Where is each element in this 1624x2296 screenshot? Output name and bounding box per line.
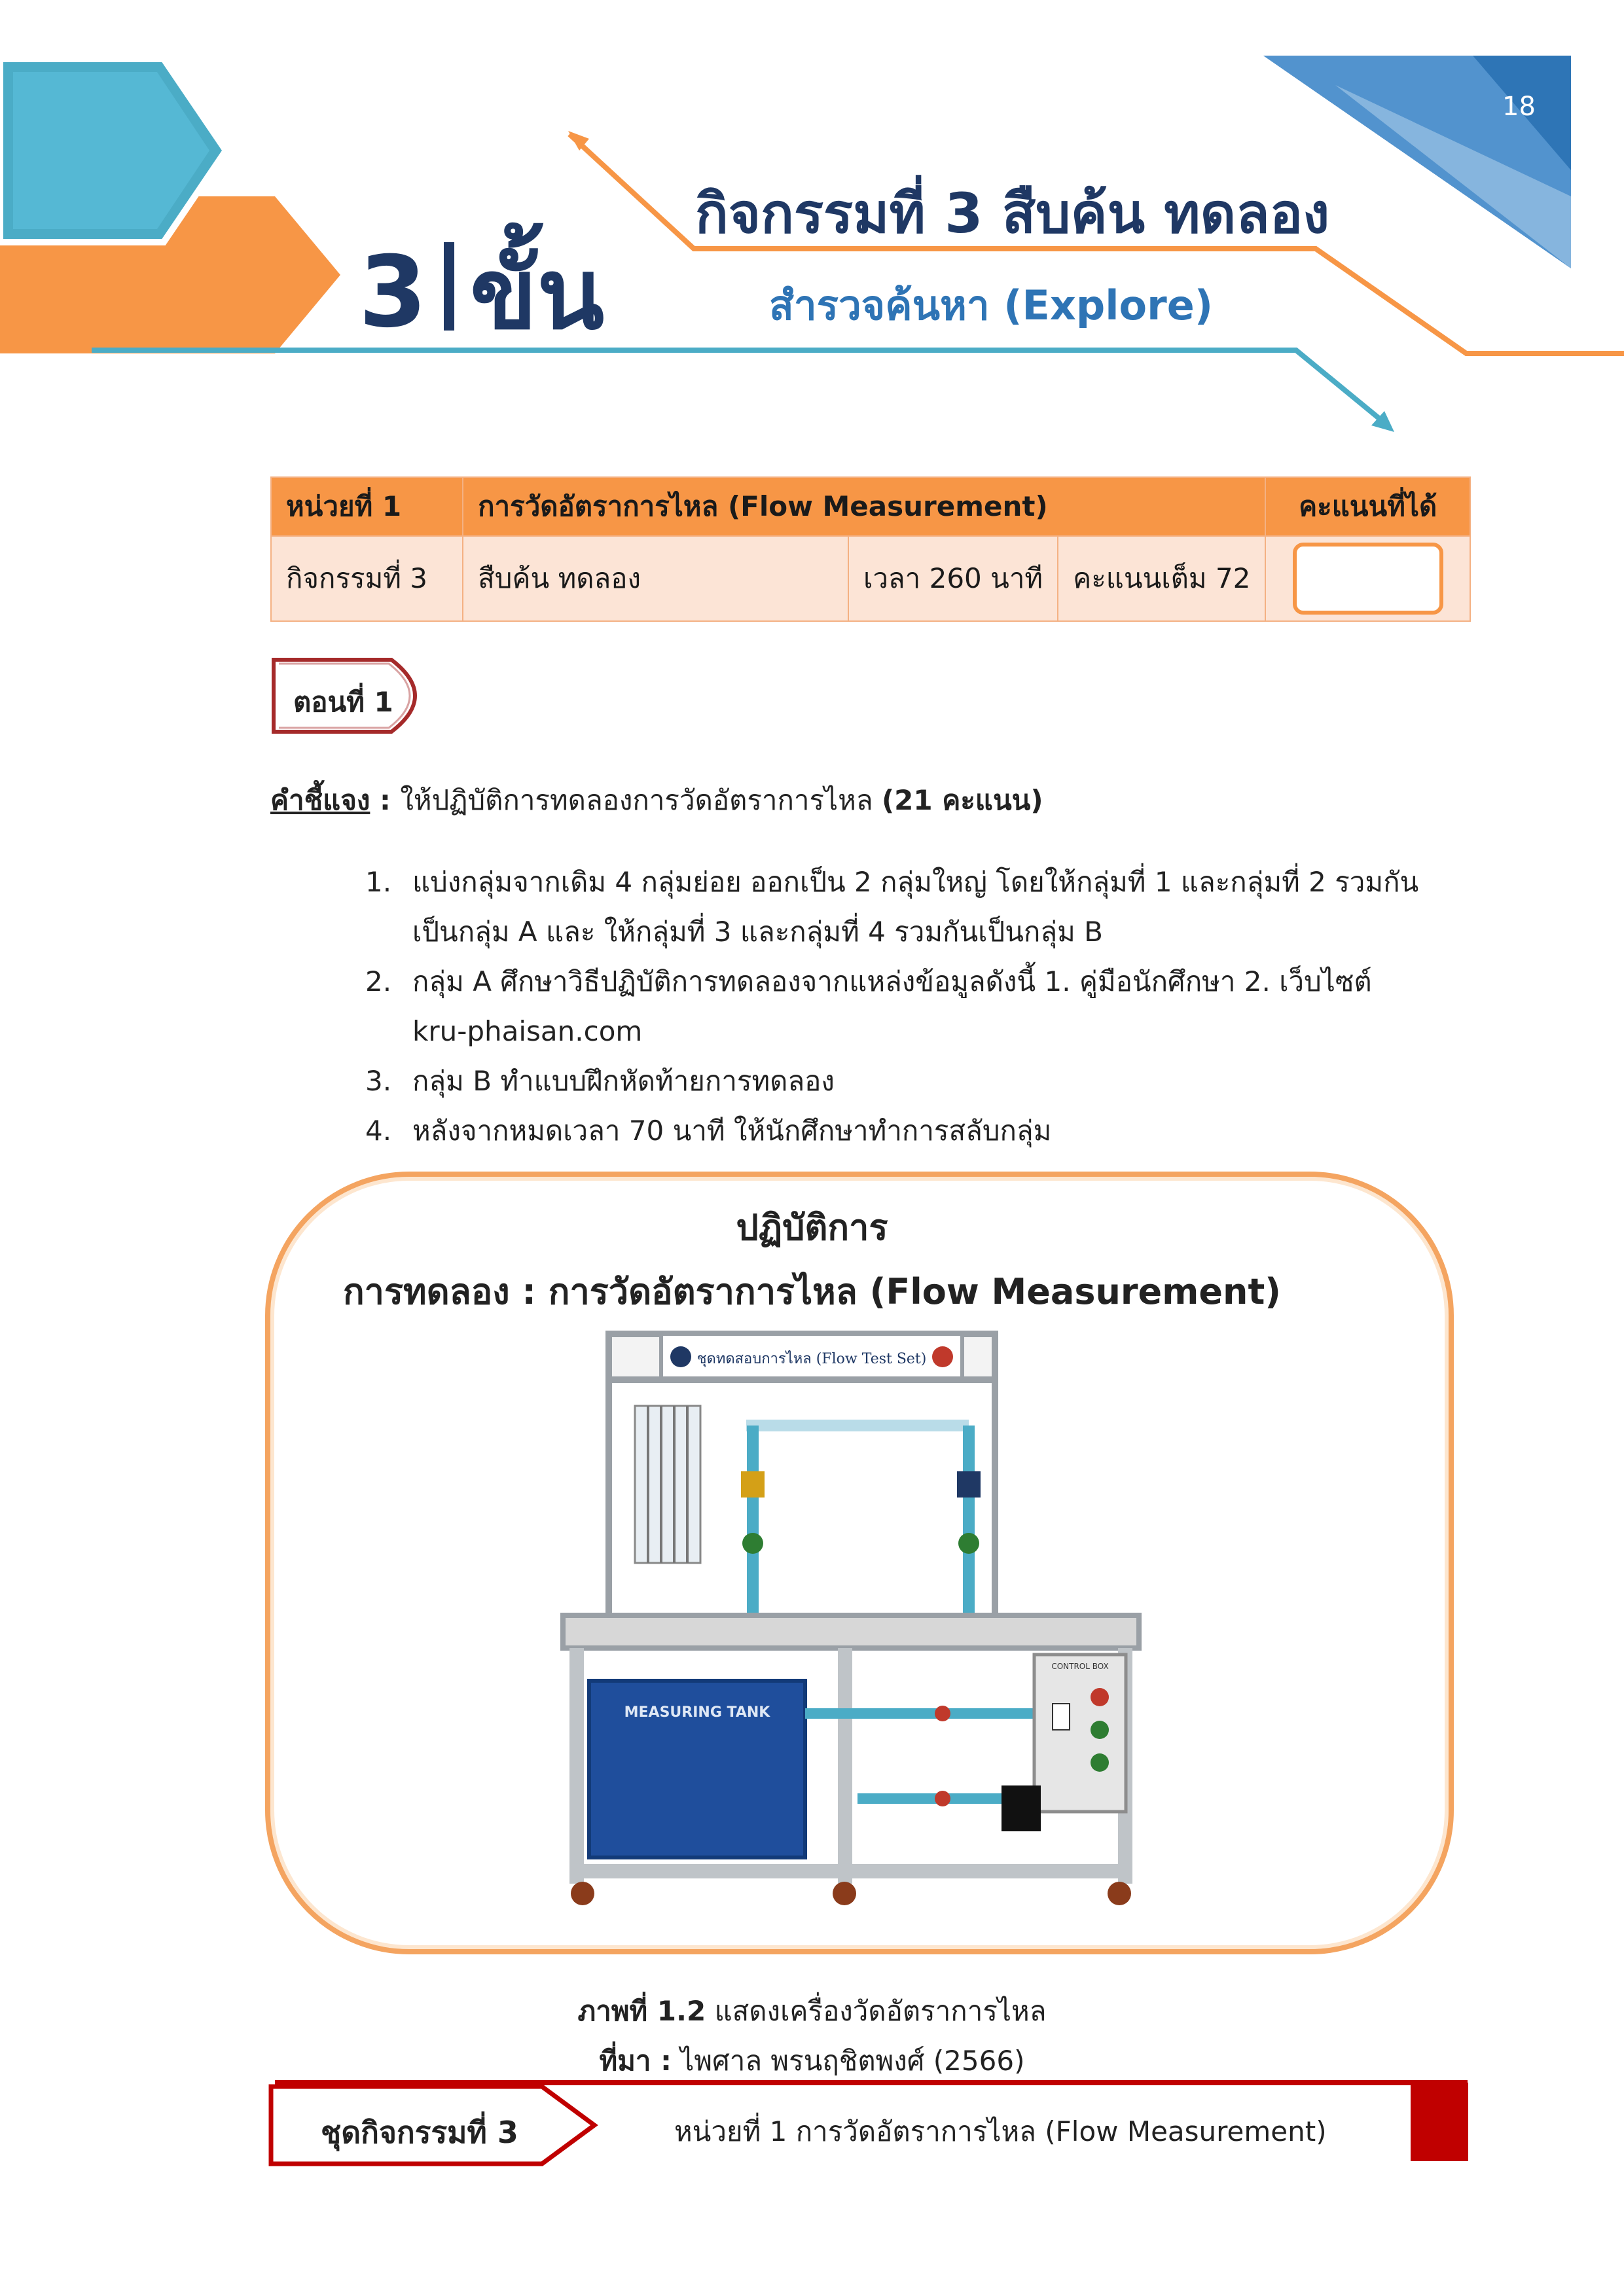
- score-header-cell: คะแนนที่ได้: [1265, 477, 1470, 536]
- figure-source: [0, 2039, 1624, 2083]
- step-number: 4.: [365, 1115, 392, 1147]
- figure-label: ภาพที่ 1.2: [577, 1995, 706, 2027]
- stage-number: 3: [359, 236, 427, 350]
- score-box-cell: [1265, 536, 1470, 621]
- list-item: [353, 857, 1466, 957]
- step-line: กลุ่ม A ศึกษาวิธีปฏิบัติการทดลองจากแหล่งข้อมูลดังนี้ 1. คู่มือนักศึกษา 2. เว็บไซต์: [412, 965, 1372, 997]
- instructions-colon: :: [370, 784, 401, 816]
- section-tag-label: ตอนที่ 1: [293, 686, 393, 718]
- steps-list: [353, 857, 1466, 1156]
- stage-word: ขั้น: [470, 238, 605, 351]
- instructions-label: คำชี้แจง: [270, 784, 370, 816]
- list-item: [353, 1106, 1466, 1156]
- activity-label-cell: กิจกรรมที่ 3: [271, 536, 463, 621]
- source-label: ที่มา :: [599, 2045, 672, 2077]
- practice-title: ปฏิบัติการ: [736, 1207, 888, 1248]
- step-line: แบ่งกลุ่มจากเดิม 4 กลุ่มย่อย ออกเป็น 2 กลุ่มใหญ่ โดยให้กลุ่มที่ 1 และกลุ่มที่ 2 รวมกัน: [412, 866, 1419, 898]
- table-row: [271, 536, 1470, 621]
- stage-subtitle: สำรวจค้นหา (Explore): [769, 281, 1214, 329]
- instructions-points: (21 คะแนน): [881, 784, 1043, 816]
- source-text: ไพศาล พรนฤชิตพงศ์ (2566): [680, 2045, 1025, 2077]
- figure-text: แสดงเครื่องวัดอัตราการไหล: [714, 1995, 1047, 2027]
- teal-underline: [92, 350, 1388, 425]
- tank-label: MEASURING TANK: [624, 1704, 770, 1721]
- instructions-text: ให้ปฏิบัติการทดลองการวัดอัตราการไหล: [400, 784, 873, 816]
- table-row: [271, 477, 1470, 536]
- unit-label-cell: หน่วยที่ 1: [271, 477, 463, 536]
- step-line: หลังจากหมดเวลา 70 นาที ให้นักศึกษาทำการสลับกลุ่ม: [412, 1115, 1052, 1147]
- step-number: 3.: [365, 1065, 392, 1097]
- experiment-title: การทดลอง : การวัดอัตราการไหล (Flow Measurement): [342, 1271, 1281, 1312]
- list-item: [353, 1056, 1466, 1106]
- unit-title-cell: การวัดอัตราการไหล (Flow Measurement): [463, 477, 1265, 536]
- footer-unit-text: หน่วยที่ 1 การวัดอัตราการไหล (Flow Measurement): [674, 2115, 1327, 2147]
- footer-red-block: [1411, 2083, 1468, 2161]
- flow-test-set-photo: [550, 1327, 1152, 1916]
- control-box-label: CONTROL BOX: [1051, 1662, 1109, 1671]
- sign-label: ชุดทดสอบการไหล (Flow Test Set): [696, 1351, 927, 1367]
- stage-divider: [444, 242, 454, 331]
- page-number: 18: [1502, 92, 1536, 122]
- activity-name-cell: สืบค้น ทดลอง: [463, 536, 848, 621]
- time-cell: เวลา 260 นาที: [848, 536, 1058, 621]
- step-line: กลุ่ม B ทำแบบฝึกหัดท้ายการทดลอง: [412, 1065, 835, 1097]
- score-input-box[interactable]: [1293, 543, 1443, 615]
- step-number: 2.: [365, 965, 392, 997]
- figure-caption: [0, 1990, 1624, 2033]
- activity-title: กิจกรรมที่ 3 สืบค้น ทดลอง: [695, 181, 1330, 245]
- step-number: 1.: [365, 866, 392, 898]
- activity-info-table: [270, 476, 1471, 622]
- instructions: [270, 779, 1043, 822]
- footer-set-label: ชุดกิจกรรมที่ 3: [321, 2115, 518, 2150]
- step-line: kru-phaisan.com: [412, 1015, 643, 1047]
- list-item: [353, 957, 1466, 1056]
- step-line: เป็นกลุ่ม A และ ให้กลุ่มที่ 3 และกลุ่มที่ 4 รวมกันเป็นกลุ่ม B: [412, 916, 1103, 948]
- full-score-cell: คะแนนเต็ม 72: [1058, 536, 1265, 621]
